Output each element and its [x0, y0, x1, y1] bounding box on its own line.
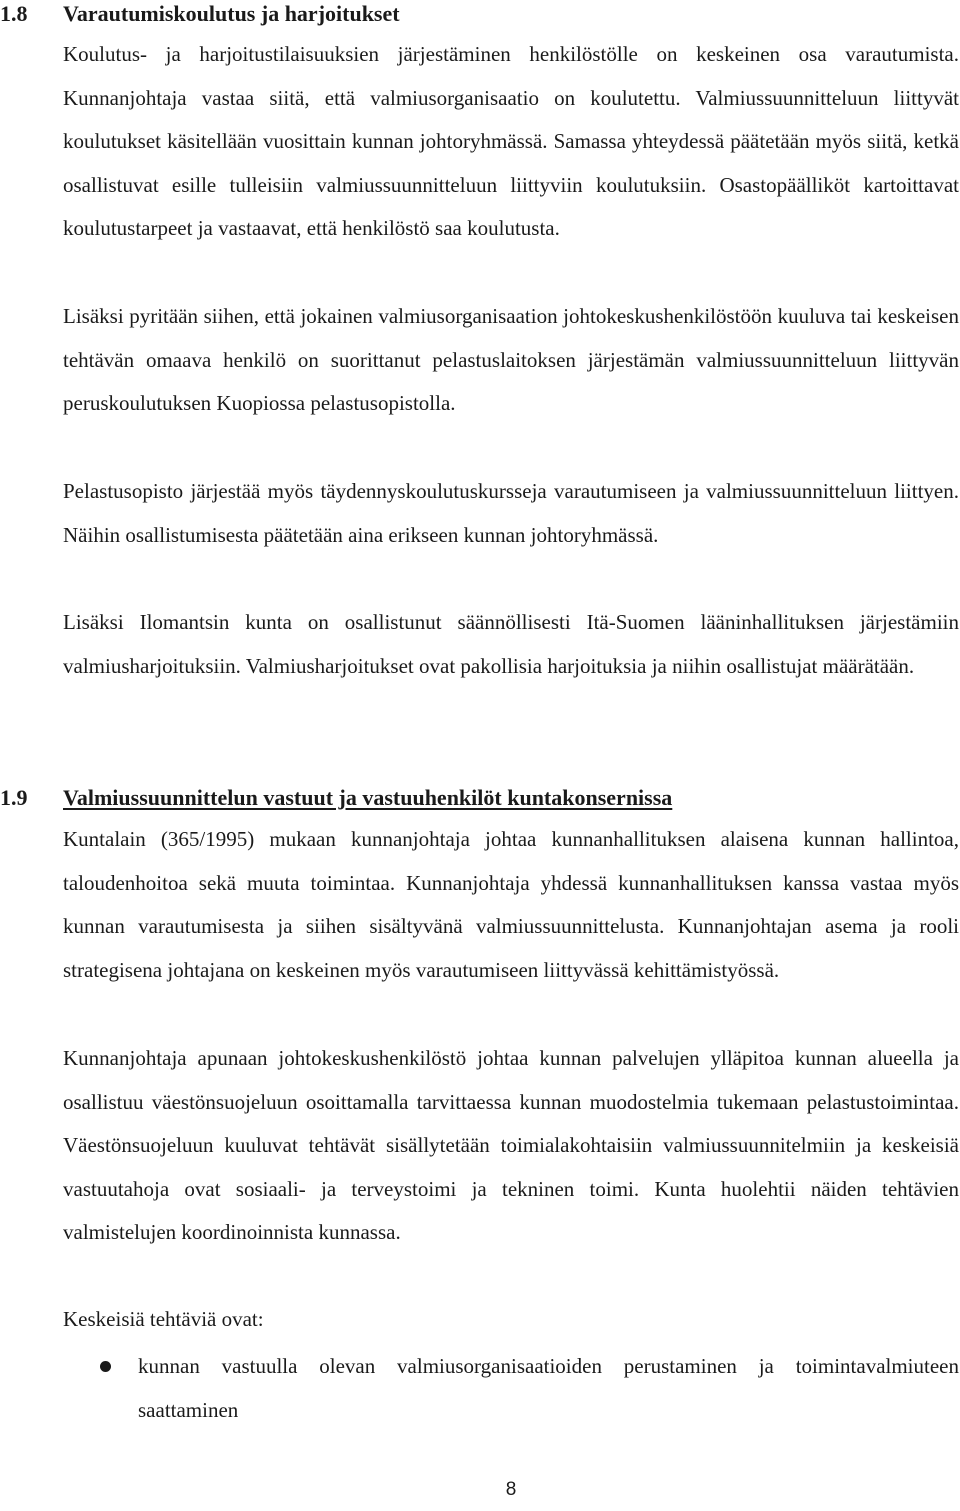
- page-number: 8: [505, 1479, 517, 1500]
- paragraph: Kuntalain (365/1995) mukaan kunnanjohtaja johtaa kunnanhallituksen alaisena kunnan hallintoa, taloudenhoitoa sekä muuta toimintaa. Kunnanjohtaja yhdessä kunnanhallituksen kanssa vastaa myös kunnan varautumisesta ja siihen sisältyvänä valmiussuunnittelusta. Kunnanjohtajan asema ja rooli strategisena johtajana on keskeinen myös varautumiseen liittyvässä kehittämistyössä.: [63, 827, 959, 982]
- bullet-list: [63, 1345, 959, 1432]
- paragraph: Koulutus- ja harjoitustilaisuuksien järjestäminen henkilöstölle on keskeinen osa varautumista. Kunnanjohtaja vastaa siitä, että valmiusorganisaatio on koulutettu. Valmiussuunnitteluun liittyvät koulutukset käsitellään vuosittain kunnan johtoryhmässä. Samassa yhteydessä päätetään myös siitä, ketkä osallistuvat esille tulleisiin valmiussuunnitteluun liittyviin koulutuksiin. Osastopäälliköt kartoittavat koulutustarpeet ja vastaavat, että henkilöstö saa koulutusta.: [63, 42, 959, 240]
- paragraph: Pelastusopisto järjestää myös täydennyskoulutuskursseja varautumiseen ja valmiussuunnitteluun liittyen. Näihin osallistumisesta päätetään aina erikseen kunnan johtoryhmässä.: [63, 479, 959, 547]
- paragraph: Lisäksi pyritään siihen, että jokainen valmiusorganisaation johtokeskushenkilöstöön kuuluva tai keskeisen tehtävän omaava henkilö on suorittanut pelastuslaitoksen järjestämän valmiussuunnitteluun liittyvän peruskoulutuksen Kuopiossa pelastusopistolla.: [63, 304, 959, 415]
- section-title: Valmiussuunnittelun vastuut ja vastuuhenkilöt kuntakonsernissa: [63, 785, 673, 810]
- section-heading-1-8: [0, 0, 400, 28]
- list-item-text: kunnan vastuulla olevan valmiusorganisaatioiden perustaminen ja toimintavalmiuteen saattaminen: [138, 1354, 959, 1422]
- paragraph: Kunnanjohtaja apunaan johtokeskushenkilöstö johtaa kunnan palvelujen ylläpitoa kunnan alueella ja osallistuu väestönsuojeluun osoittamalla tarvittaessa kunnan muodostelmia tukemaan pelastustoimintaa. Väestönsuojeluun kuuluvat tehtävät sisällytetään toimialakohtaisiin valmiussuunnitelmiin ja keskeisiä vastuutahoja ovat sosiaali- ja terveystoimi ja tekninen toimi. Kunta huolehtii näiden tehtävien valmistelujen koordinoinnista kunnassa.: [63, 1046, 959, 1244]
- paragraph: Keskeisiä tehtäviä ovat:: [63, 1307, 264, 1331]
- bullet-icon: [100, 1361, 111, 1372]
- section-number: 1.9: [0, 785, 28, 810]
- section-title: Varautumiskoulutus ja harjoitukset: [63, 1, 400, 26]
- list-item: [63, 1345, 959, 1432]
- paragraph: Lisäksi Ilomantsin kunta on osallistunut säännöllisesti Itä-Suomen lääninhallituksen järjestämiin valmiusharjoituksiin. Valmiusharjoitukset ovat pakollisia harjoituksia ja niihin osallistujat määrätään.: [63, 610, 959, 678]
- section-heading-1-9: [0, 784, 672, 812]
- section-number: 1.8: [0, 1, 28, 26]
